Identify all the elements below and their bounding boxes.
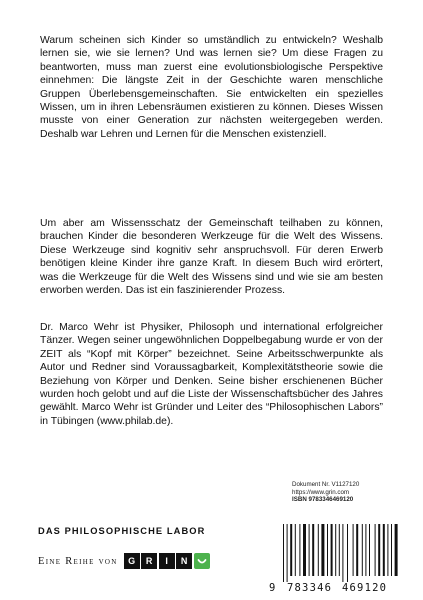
blurb-text-1: Warum scheinen sich Kinder so umständlich zu entwickeln? Weshalb lernen sie, wie sie lernen? Und was lernen sie? Um diese Fragen zu beantworten, muss man zuerst eine evolutionsbiologische Perspektive einnehmen: Die längste Zeit in der Geschichte waren menschliche Gruppen Überlebensgemeinschaften. Sie entwickelten ein spezielles Wissen, um in ihren Lebensräumen existieren zu können. Dieses Wissen musste von einer Generation zur nächsten weitergegeben werden. Deshalb war Lehren und Lernen für die Menschen existenziell. bbox=[40, 35, 383, 140]
blurb-paragraph-1 bbox=[40, 34, 383, 141]
barcode-bar bbox=[383, 524, 385, 576]
grin-logo-letter-g: G bbox=[124, 553, 140, 569]
barcode-bar bbox=[378, 524, 380, 576]
barcode-bar bbox=[295, 524, 296, 576]
grin-logo-letter-i: I bbox=[159, 553, 175, 569]
barcode-bar bbox=[327, 524, 328, 576]
grin-logo bbox=[124, 553, 210, 569]
grin-logo-letter-n: N bbox=[176, 553, 192, 569]
isbn: ISBN 9783346469120 bbox=[292, 496, 354, 504]
barcode-bar bbox=[391, 524, 392, 576]
barcode-bar bbox=[287, 524, 288, 582]
grin-logo-letter-r: R bbox=[141, 553, 157, 569]
barcode-bar bbox=[283, 524, 284, 582]
barcode-bar bbox=[369, 524, 370, 576]
barcode-bar bbox=[362, 524, 363, 576]
barcode-digits-group2: 469120 bbox=[342, 582, 388, 594]
barcode-bar bbox=[318, 524, 319, 576]
barcode-bar bbox=[335, 524, 336, 576]
barcode-bar bbox=[353, 524, 354, 576]
barcode-bar bbox=[290, 524, 292, 576]
barcode-bar bbox=[347, 524, 348, 582]
barcode-bar bbox=[387, 524, 388, 576]
publisher-url: https://www.grin.com bbox=[292, 488, 350, 496]
isbn-barcode bbox=[269, 524, 399, 594]
barcode-digits-group1: 783346 bbox=[287, 582, 333, 594]
barcode-bar bbox=[331, 524, 333, 576]
barcode-bar bbox=[395, 524, 398, 576]
barcode-bar bbox=[365, 524, 366, 576]
barcode-bar bbox=[303, 524, 306, 576]
author-bio bbox=[40, 321, 383, 428]
barcode-bar bbox=[299, 524, 300, 576]
blurb-text-2: Um aber am Wissensschatz der Gemeinschaft teilhaben zu können, brauchen Kinder die besonderen Werkzeuge für die Welt des Wissens. Diese Werkzeuge sind kognitiv sehr anspruchsvoll. Für deren Erwerb benötigen kleine Kinder ihre ganze Kraft. In diesem Buch wird erörtert, was die Werkzeuge für die Welt des Wissens sind und wie sie am besten erworben werden. Das ist ein faszinierender Prozess. bbox=[40, 218, 383, 297]
barcode-bar bbox=[375, 524, 376, 576]
barcode-bars bbox=[279, 524, 399, 582]
smile-icon bbox=[194, 553, 210, 569]
barcode-bar bbox=[312, 524, 314, 576]
author-bio-text: Dr. Marco Wehr ist Physiker, Philosoph und international erfolgreicher Tänzer. Wegen seiner ungewöhnlichen Doppelbegabung wurde er von der ZEIT als “Kopf mit Körper” bezeichnet. Seine Arbeitsschwerpunkte als Autor und Redner sind Voraussagbarkeit, Komplexitätstheorie sowie die Beziehung von Körper und Denken. Seine bisher erschienenen Bücher wurden hoch gelobt und auf die Liste der Wissenschaftsbücher des Jahres gewählt. Marco Wehr ist Gründer und Leiter des “Philosophischen Labors” in Tübingen (www.philab.de). bbox=[40, 322, 383, 427]
series-publisher-line bbox=[38, 551, 210, 571]
barcode-bar bbox=[309, 524, 310, 576]
document-number: Dokument Nr. V1127120 bbox=[292, 481, 360, 488]
barcode-bar bbox=[356, 524, 358, 576]
barcode-digit-first: 9 bbox=[269, 582, 277, 594]
series-title: DAS PHILOSOPHISCHE LABOR bbox=[38, 526, 206, 536]
document-info bbox=[292, 481, 359, 504]
series-prefix: Eine Reihe von bbox=[38, 555, 118, 567]
blurb-paragraph-2 bbox=[40, 217, 383, 297]
barcode-bar bbox=[321, 524, 324, 576]
barcode-digits bbox=[269, 582, 399, 595]
barcode-bar bbox=[339, 524, 340, 576]
barcode-bar bbox=[342, 524, 343, 582]
